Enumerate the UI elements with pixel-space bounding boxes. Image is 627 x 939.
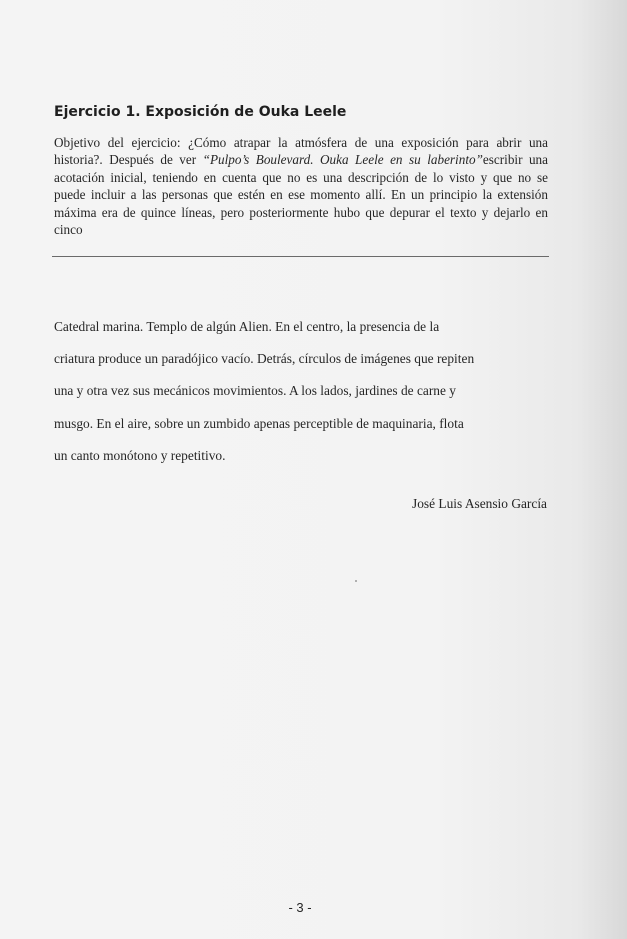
story-text — [54, 318, 514, 479]
objective-line: acotación inicial, teniendo en cuenta que no es una descripción de lo visto y que no se — [54, 169, 548, 185]
page-number: - 3 - — [288, 900, 312, 915]
paper-speck — [355, 580, 357, 582]
objective-line: cinco — [54, 222, 83, 238]
objective-line: Objetivo del ejercicio: ¿Cómo atrapar la atmósfera de una exposición para abrir una — [54, 135, 548, 150]
story-line: musgo. En el aire, sobre un zumbido apenas perceptible de maquinaria, flota — [54, 415, 464, 431]
story-line: un canto monótono y repetitivo. — [54, 447, 226, 463]
author-signature: José Luis Asensio García — [412, 496, 547, 511]
exercise-objective — [54, 134, 548, 238]
story-line: criatura produce un paradójico vacío. Detrás, círculos de imágenes que repiten — [54, 351, 475, 367]
objective-text: escribir una — [482, 152, 548, 168]
exhibition-title: “Pulpo’s Boulevard. Ouka Leele en su laberinto” — [202, 152, 483, 168]
section-divider — [52, 256, 549, 257]
exercise-heading: Ejercicio 1. Exposición de Ouka Leele — [54, 104, 347, 120]
objective-line — [54, 151, 548, 168]
story-line: una y otra vez sus mecánicos movimientos. A los lados, jardines de carne y — [54, 383, 456, 399]
objective-line: puede incluir a las personas que estén en ese momento allí. En un principio la extensión — [54, 187, 548, 203]
objective-text: historia?. Después de ver — [54, 152, 203, 168]
story-line: Catedral marina. Templo de algún Alien. En el centro, la presencia de la — [54, 319, 440, 334]
objective-line: máxima era de quince líneas, pero posteriormente hubo que depurar el texto y dejarlo en — [54, 204, 548, 220]
